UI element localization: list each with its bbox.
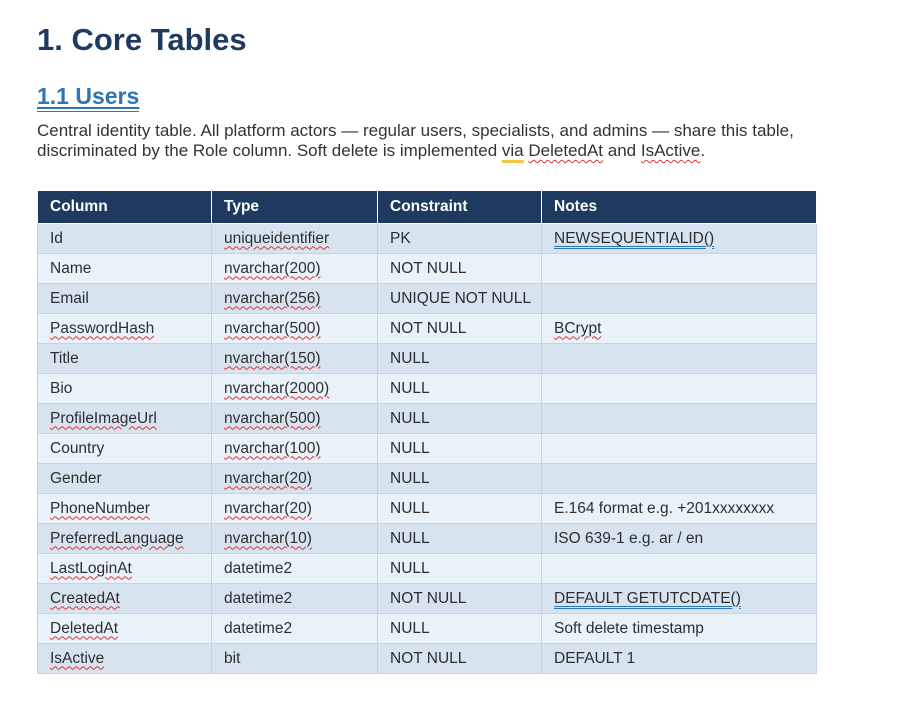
intro-line-2a: discriminated by the Role column. Soft delete is implemented	[37, 141, 502, 160]
header-notes: Notes	[542, 191, 817, 224]
cell-constraint	[378, 434, 542, 464]
cell-notes	[542, 314, 817, 344]
cell-notes-text: Soft delete timestamp	[554, 619, 704, 637]
cell-column	[38, 254, 212, 284]
table-row	[38, 254, 817, 284]
cell-notes	[542, 224, 817, 254]
table-row	[38, 554, 817, 584]
cell-column	[38, 494, 212, 524]
cell-type-text: bit	[224, 649, 241, 667]
cell-notes-text: ISO 639-1 e.g. ar / en	[554, 529, 704, 547]
table-row	[38, 374, 817, 404]
grammar-flag-via[interactable]: via	[502, 141, 524, 163]
cell-type-text: nvarchar(10)	[224, 529, 312, 547]
cell-column	[38, 464, 212, 494]
cell-type	[212, 584, 378, 614]
cell-type-text: nvarchar(256)	[224, 289, 321, 307]
cell-constraint-text: NULL	[390, 469, 430, 487]
document-page	[37, 22, 877, 161]
cell-notes	[542, 464, 817, 494]
cell-constraint-text: NULL	[390, 499, 430, 517]
users-schema-table	[37, 191, 817, 674]
cell-constraint-text: NOT NULL	[390, 319, 467, 337]
cell-constraint	[378, 644, 542, 674]
cell-constraint	[378, 224, 542, 254]
header-column: Column	[38, 191, 212, 224]
section-heading-users[interactable]: 1.1 Users	[37, 82, 139, 112]
cell-column-text: LastLoginAt	[50, 559, 132, 577]
table-row	[38, 404, 817, 434]
cell-column	[38, 644, 212, 674]
cell-notes	[542, 644, 817, 674]
cell-column-text: DeletedAt	[50, 619, 119, 637]
cell-column-text: Email	[50, 289, 89, 307]
cell-constraint-text: NULL	[390, 529, 430, 547]
cell-column	[38, 584, 212, 614]
cell-type	[212, 434, 378, 464]
cell-type	[212, 314, 378, 344]
cell-constraint-text: NULL	[390, 379, 430, 397]
table-header-row	[38, 191, 817, 224]
cell-type-text: datetime2	[224, 619, 293, 637]
cell-column-text: CreatedAt	[50, 589, 120, 607]
cell-constraint	[378, 554, 542, 584]
cell-notes-text: DEFAULT GETUTCDATE()	[554, 589, 741, 607]
cell-column	[38, 284, 212, 314]
cell-type-text: nvarchar(20)	[224, 469, 312, 487]
table-row	[38, 524, 817, 554]
cell-type	[212, 404, 378, 434]
cell-notes	[542, 584, 817, 614]
cell-constraint	[378, 374, 542, 404]
cell-type	[212, 374, 378, 404]
cell-column-text: PasswordHash	[50, 319, 155, 337]
cell-type	[212, 224, 378, 254]
cell-column-text: Id	[50, 229, 63, 247]
cell-notes	[542, 374, 817, 404]
cell-constraint-text: NOT NULL	[390, 649, 467, 667]
cell-notes-text: E.164 format e.g. +201xxxxxxxx	[554, 499, 775, 517]
cell-constraint-text: NOT NULL	[390, 259, 467, 277]
table-row	[38, 644, 817, 674]
cell-column	[38, 524, 212, 554]
cell-type	[212, 284, 378, 314]
header-type: Type	[212, 191, 378, 224]
cell-column	[38, 314, 212, 344]
cell-column-text: PreferredLanguage	[50, 529, 184, 547]
cell-column	[38, 344, 212, 374]
cell-constraint	[378, 464, 542, 494]
intro-paragraph	[37, 121, 867, 161]
cell-notes	[542, 254, 817, 284]
cell-notes	[542, 494, 817, 524]
table-row	[38, 584, 817, 614]
cell-column-text: Bio	[50, 379, 73, 397]
cell-column-text: Title	[50, 349, 79, 367]
cell-type	[212, 524, 378, 554]
cell-constraint-text: NULL	[390, 409, 430, 427]
cell-constraint	[378, 254, 542, 284]
cell-column	[38, 374, 212, 404]
cell-type-text: uniqueidentifier	[224, 229, 330, 247]
cell-constraint-text: UNIQUE NOT NULL	[390, 289, 531, 307]
intro-period: .	[700, 141, 706, 160]
intro-and: and	[603, 141, 641, 160]
cell-notes	[542, 614, 817, 644]
cell-type	[212, 554, 378, 584]
cell-notes	[542, 524, 817, 554]
cell-constraint-text: NULL	[390, 619, 430, 637]
cell-type	[212, 614, 378, 644]
cell-type	[212, 494, 378, 524]
table-row	[38, 614, 817, 644]
spell-flag-isactive[interactable]: IsActive	[640, 141, 701, 160]
cell-constraint	[378, 584, 542, 614]
cell-notes-text: BCrypt	[554, 319, 602, 337]
cell-constraint	[378, 404, 542, 434]
cell-constraint	[378, 524, 542, 554]
page-title: 1. Core Tables	[37, 22, 247, 57]
cell-type-text: nvarchar(150)	[224, 349, 321, 367]
cell-constraint	[378, 314, 542, 344]
cell-type-text: nvarchar(500)	[224, 409, 321, 427]
cell-constraint	[378, 284, 542, 314]
cell-type-text: datetime2	[224, 559, 293, 577]
table-row	[38, 224, 817, 254]
table-row	[38, 494, 817, 524]
cell-type-text: nvarchar(20)	[224, 499, 312, 517]
cell-column-text: Gender	[50, 469, 102, 487]
cell-column-text: Name	[50, 259, 92, 277]
cell-notes-text: NEWSEQUENTIALID()	[554, 229, 715, 247]
cell-column-text: IsActive	[50, 649, 105, 667]
cell-type	[212, 464, 378, 494]
cell-notes-text: DEFAULT 1	[554, 649, 636, 667]
cell-column-text: Country	[50, 439, 105, 457]
cell-notes	[542, 404, 817, 434]
table-row	[38, 344, 817, 374]
cell-constraint-text: NULL	[390, 439, 430, 457]
cell-column-text: PhoneNumber	[50, 499, 150, 517]
table-row	[38, 434, 817, 464]
table-row	[38, 464, 817, 494]
spell-flag-deletedat[interactable]: DeletedAt	[528, 141, 604, 160]
header-constraint: Constraint	[378, 191, 542, 224]
cell-column-text: ProfileImageUrl	[50, 409, 157, 427]
cell-notes	[542, 554, 817, 584]
cell-notes	[542, 434, 817, 464]
cell-type	[212, 644, 378, 674]
cell-constraint-text: NULL	[390, 349, 430, 367]
cell-type	[212, 254, 378, 284]
cell-column	[38, 434, 212, 464]
cell-column	[38, 224, 212, 254]
cell-column	[38, 404, 212, 434]
cell-constraint	[378, 614, 542, 644]
cell-constraint-text: NOT NULL	[390, 589, 467, 607]
cell-constraint-text: NULL	[390, 559, 430, 577]
cell-type-text: nvarchar(2000)	[224, 379, 330, 397]
cell-notes	[542, 344, 817, 374]
table-row	[38, 284, 817, 314]
cell-constraint-text: PK	[390, 229, 411, 247]
cell-column	[38, 554, 212, 584]
intro-line-1: Central identity table. All platform actors — regular users, specialists, and admins — share this table,	[37, 121, 794, 140]
cell-column	[38, 614, 212, 644]
cell-type	[212, 344, 378, 374]
cell-constraint	[378, 344, 542, 374]
cell-notes	[542, 284, 817, 314]
cell-type-text: nvarchar(200)	[224, 259, 321, 277]
cell-type-text: datetime2	[224, 589, 293, 607]
cell-type-text: nvarchar(500)	[224, 319, 321, 337]
table-row	[38, 314, 817, 344]
cell-constraint	[378, 494, 542, 524]
cell-type-text: nvarchar(100)	[224, 439, 321, 457]
